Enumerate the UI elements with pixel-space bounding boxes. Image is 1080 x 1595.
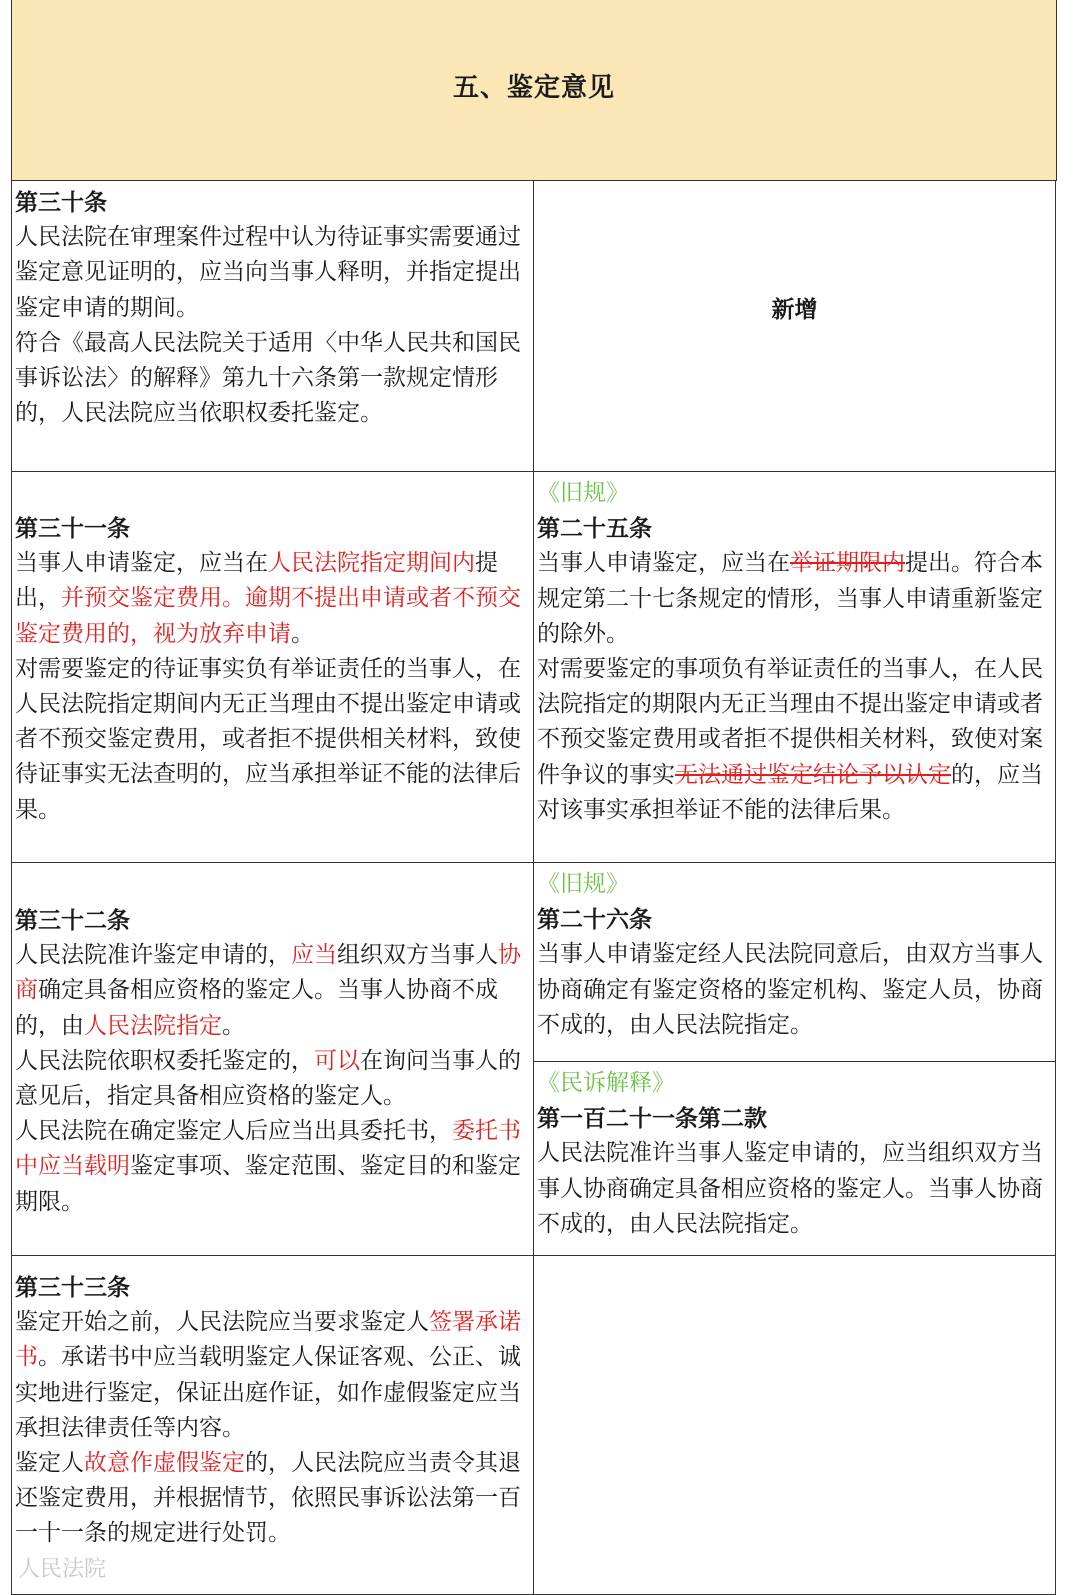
article-heading: 第三十二条 <box>15 907 130 934</box>
section-header <box>11 0 1057 181</box>
text-run: 鉴定人 <box>15 1450 84 1477</box>
article-30-cell <box>11 180 534 472</box>
text-run: 。 <box>222 1012 245 1039</box>
paragraph <box>15 220 529 326</box>
text-run: 提出。符合本规定第二十七条规定的情形，当事人申请重新鉴定的除外。 <box>537 550 1043 647</box>
highlight-text: 签署承诺书 <box>15 1309 521 1371</box>
text-run: 鉴定开始之前，人民法院应当要求鉴定人 <box>15 1309 429 1336</box>
article-heading: 第二十六条 <box>537 906 652 934</box>
text-run: 在询问当事人的意见后，指定具备相应资格的鉴定人。 <box>15 1047 521 1110</box>
old-rule-26-cell <box>533 862 1056 1062</box>
new-label: 新增 <box>771 297 818 324</box>
highlight-text: 可以 <box>314 1047 360 1074</box>
paragraph <box>537 652 1051 828</box>
text-run: 当事人申请鉴定，应当在 <box>15 550 268 577</box>
paragraph <box>15 546 529 652</box>
text-run: 。 <box>291 620 314 647</box>
highlight-text: 人民法院指定 <box>84 1012 222 1039</box>
text-run: 人民法院依职权委托鉴定的， <box>15 1047 314 1074</box>
highlight-text: 协商 <box>15 942 521 1004</box>
article-body <box>537 1136 1051 1242</box>
paragraph <box>15 326 529 432</box>
paragraph <box>15 1305 529 1446</box>
article-33-cell <box>11 1255 534 1595</box>
paragraph <box>537 546 1051 652</box>
text-run: 对需要鉴定的待证事实负有举证责任的当事人，在人民法院指定期间内无正当理由不提出鉴定申请或者不预交鉴定费用，或者拒不提供相关材料，致使待证事实无法查明的，应当承担举证不能的法律后果。 <box>15 655 521 823</box>
text-run: 对需要鉴定的事项负有举证责任的当事人，在人民法院指定的期限内无正当理由不提出鉴定申请或者不预交鉴定费用或者拒不提供相关材料，致使对案件争议的事实 <box>537 656 1043 788</box>
paragraph <box>15 1114 529 1220</box>
text-run: 当事人申请鉴定经人民法院同意后，由双方当事人协商确定有鉴定资格的鉴定机构、鉴定人员，协商不成的，由人民法院指定。 <box>537 941 1043 1038</box>
paragraph <box>15 652 529 828</box>
article-body <box>15 546 529 828</box>
paragraph <box>15 1446 529 1552</box>
watermark: 人民法院 <box>18 1557 107 1582</box>
article-32-cell <box>11 862 534 1256</box>
deleted-text: 举证期限内 <box>790 550 905 577</box>
text-run: 的，应当对该事实承担举证不能的法律后果。 <box>537 761 1043 823</box>
article-body <box>15 938 529 1220</box>
text-run: 。承诺书中应当载明鉴定人保证客观、公正、诚实地进行鉴定，保证出庭作证，如作虚假鉴定应当承担法律责任等内容。 <box>15 1344 521 1441</box>
highlight-text: 故意作虚假鉴定 <box>84 1450 245 1477</box>
text-run: 鉴定事项、鉴定范围、鉴定目的和鉴定期限。 <box>15 1153 521 1215</box>
text-run: 人民法院在审理案件过程中认为待证事实需要通过鉴定意见证明的，应当向当事人释明，并指定提出鉴定申请的期间。 <box>15 224 521 321</box>
source-label: 《旧规》 <box>537 480 629 506</box>
text-run: 组织双方当事人 <box>337 942 498 969</box>
paragraph <box>15 938 529 1044</box>
section-title: 五、鉴定意见 <box>452 72 615 103</box>
highlight-text: 人民法院指定期间内 <box>268 550 475 577</box>
highlight-text: 应当 <box>291 942 337 969</box>
text-run: 的，人民法院应当责令其退还鉴定费用，并根据情节，依照民事诉讼法第一百一十一条的规定进行处罚。 <box>15 1450 521 1547</box>
source-label: 《民诉解释》 <box>537 1070 675 1096</box>
text-run: 符合《最高人民法院关于适用〈中华人民共和国民事诉讼法〉的解释》第九十六条第一款规定情形的，人民法院应当依职权委托鉴定。 <box>15 329 521 427</box>
source-label: 《旧规》 <box>537 871 629 897</box>
article-heading: 第三十条 <box>15 189 107 216</box>
civil-interpretation-cell <box>533 1061 1056 1256</box>
highlight-text: 并预交鉴定费用。逾期不提出申请或者不预交鉴定费用的，视为放弃申请 <box>15 585 521 647</box>
text-run: 提出， <box>15 550 498 612</box>
text-run: 人民法院在确定鉴定人后应当出具委托书， <box>15 1118 452 1145</box>
paragraph <box>537 1136 1051 1242</box>
text-run: 当事人申请鉴定，应当在 <box>537 550 790 577</box>
empty-cell <box>533 1255 1056 1595</box>
article-heading: 第二十五条 <box>537 515 652 543</box>
article-heading: 第三十一条 <box>15 515 130 542</box>
article-body <box>15 1305 529 1551</box>
article-31-cell <box>11 471 534 863</box>
highlight-text: 委托书中应当载明 <box>15 1118 521 1180</box>
deleted-text: 无法通过鉴定结论予以认定 <box>675 761 951 788</box>
document-page <box>11 0 1057 1585</box>
new-label-cell <box>533 180 1056 472</box>
text-run: 确定具备相应资格的鉴定人。当事人协商不成的，由 <box>15 977 498 1039</box>
article-body <box>537 546 1051 828</box>
article-heading: 第三十三条 <box>15 1274 130 1301</box>
old-rule-25-cell <box>533 471 1056 863</box>
article-heading: 第一百二十一条第二款 <box>537 1105 767 1133</box>
text-run: 人民法院准许当事人鉴定申请的，应当组织双方当事人协商确定具备相应资格的鉴定人。当事人协商不成的，由人民法院指定。 <box>537 1140 1043 1237</box>
paragraph <box>15 1044 529 1114</box>
paragraph <box>537 937 1051 1043</box>
article-body <box>537 937 1051 1043</box>
text-run: 人民法院准许鉴定申请的， <box>15 942 291 969</box>
article-body <box>15 220 529 431</box>
